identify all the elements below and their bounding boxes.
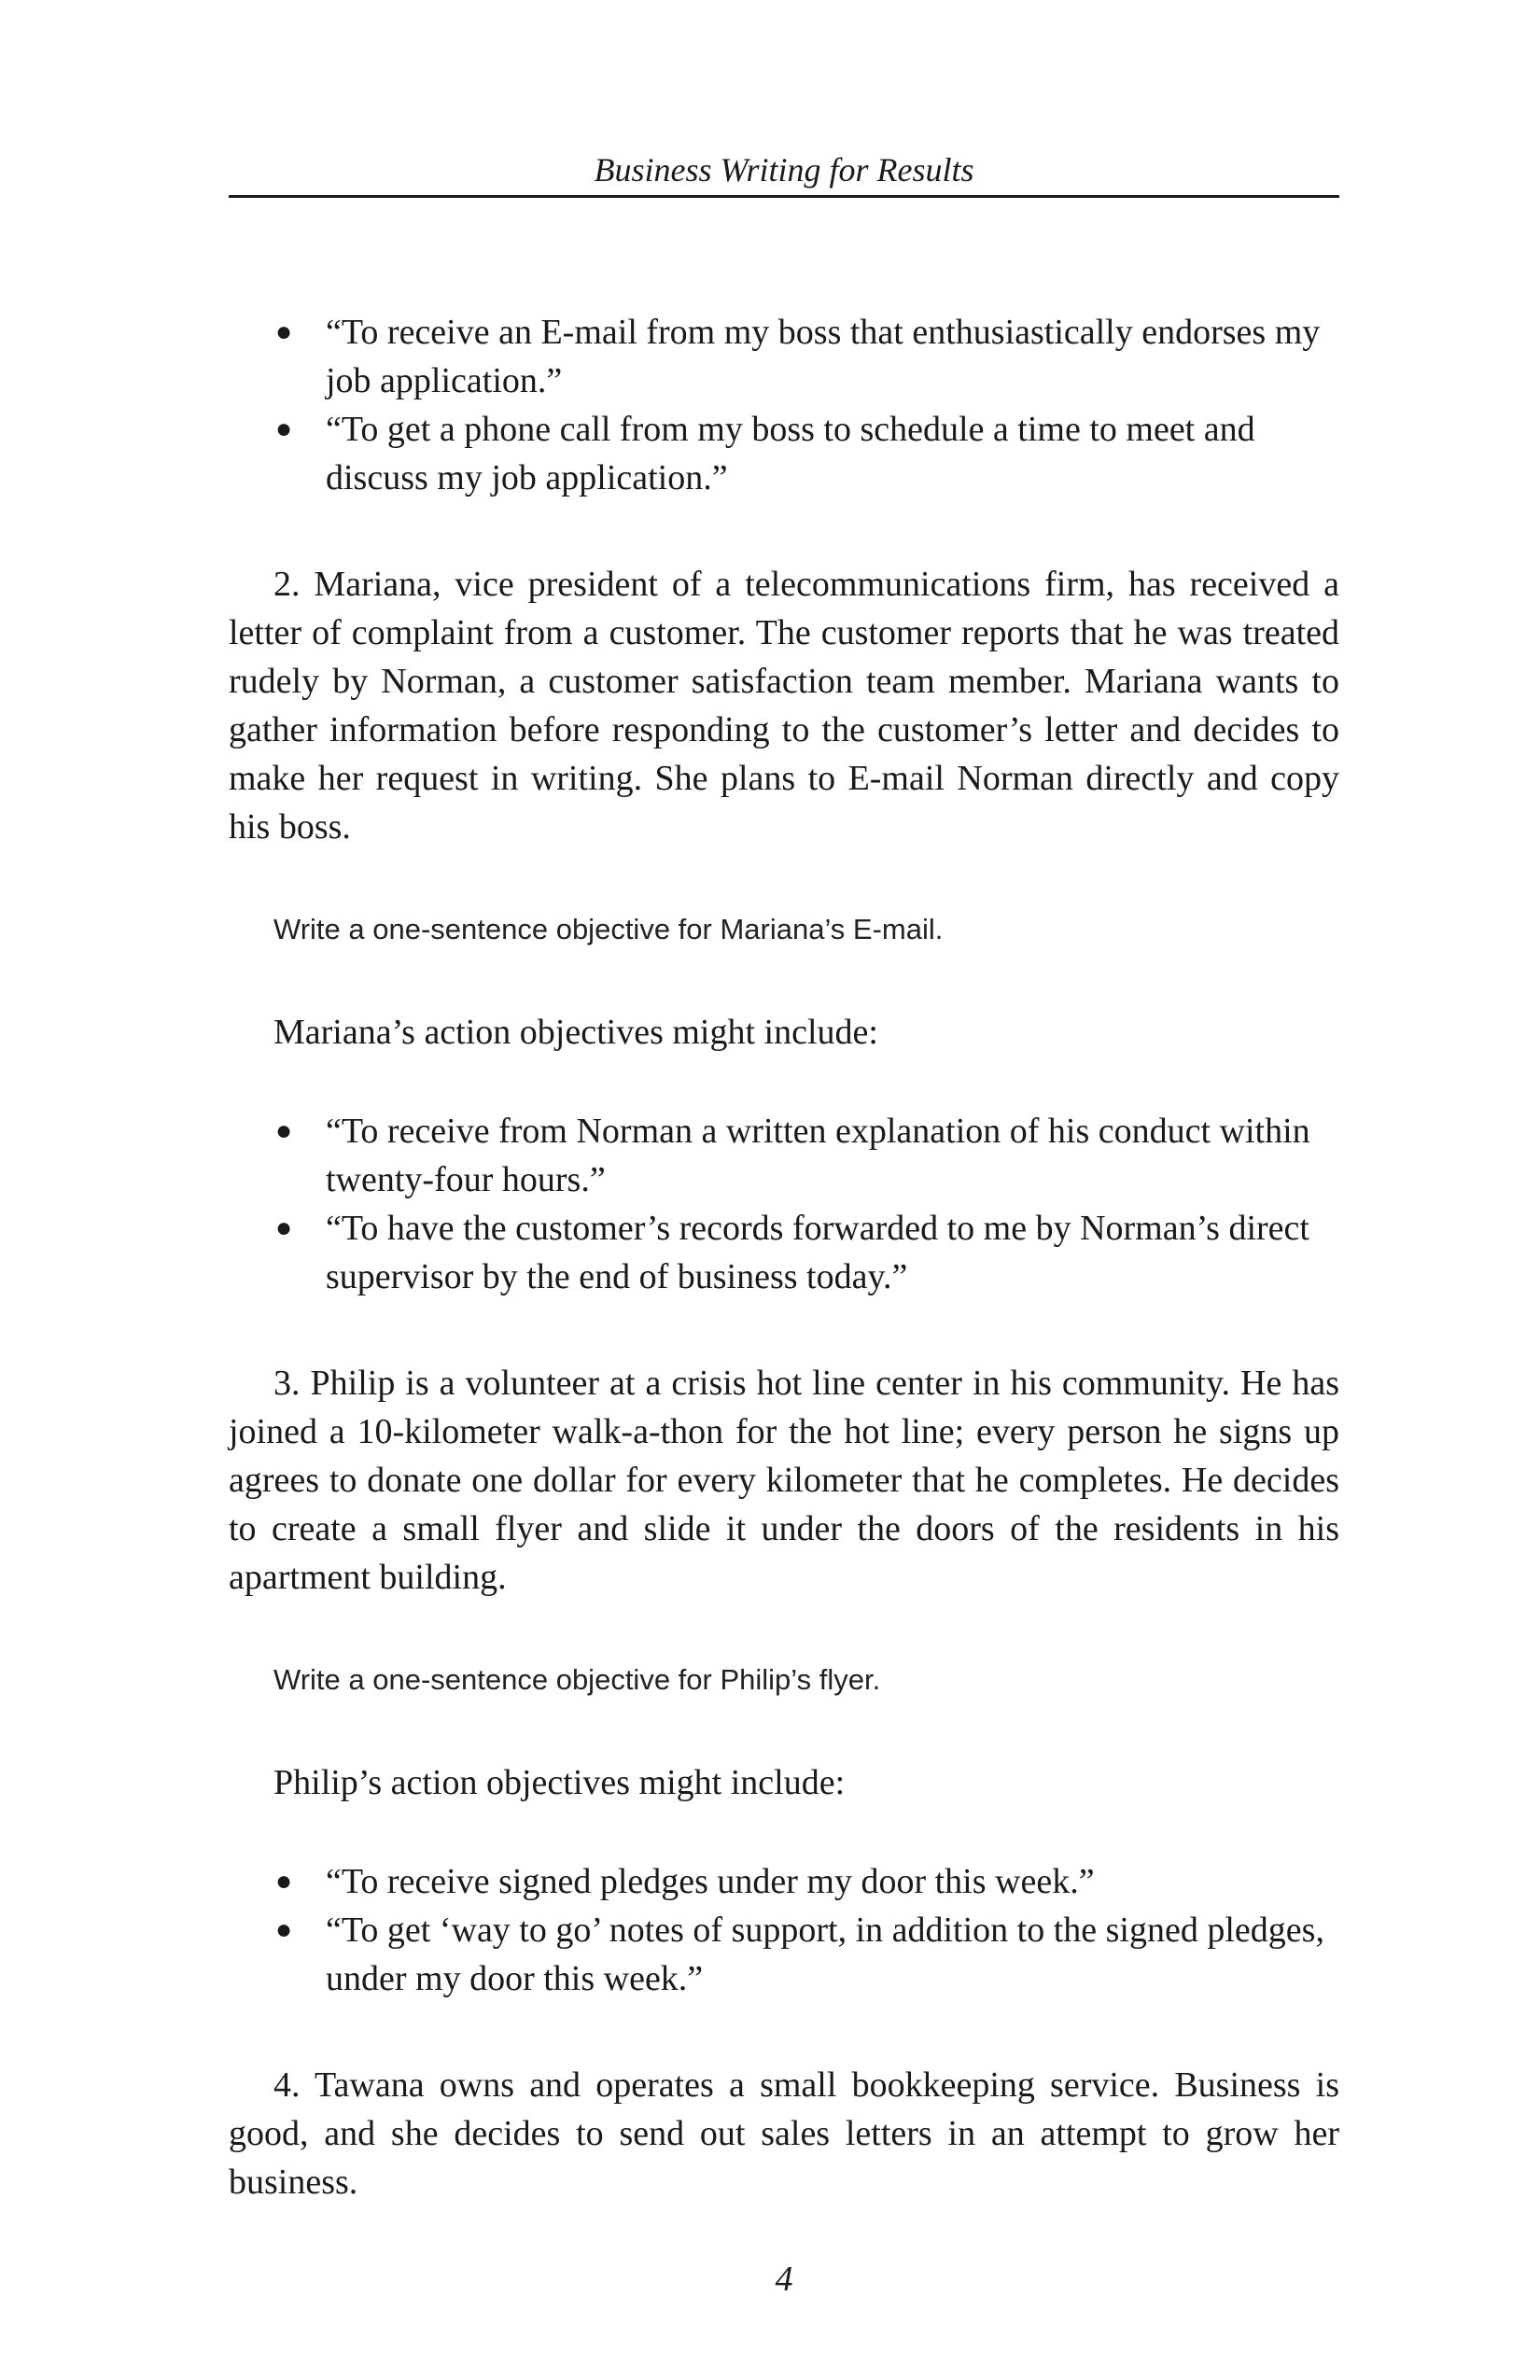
list-item — [229, 308, 1339, 405]
bullet-list-job-application — [229, 308, 1339, 502]
list-item — [229, 1857, 1339, 1906]
exercise-3-prompt: Write a one-sentence objective for Philip’s flyer. — [273, 1663, 881, 1696]
list-item — [229, 1906, 1339, 2003]
list-item — [229, 405, 1339, 502]
page-content — [229, 308, 1339, 2206]
running-head: Business Writing for Results — [594, 151, 974, 189]
list-item — [229, 1204, 1339, 1301]
header-rule — [229, 195, 1339, 198]
list-item-text: “To receive signed pledges under my door this week.” — [326, 1862, 1095, 1901]
bullet-icon: ● — [275, 413, 293, 444]
book-page — [229, 0, 1339, 2380]
bullet-icon: ● — [275, 1914, 293, 1945]
exercise-4-paragraph: 4. Tawana owns and operates a small bookkeeping service. Business is good, and she decides to send out sales letters in an attempt to grow her business. — [229, 2065, 1339, 2202]
list-item-text: “To get a phone call from my boss to schedule a time to meet and discuss my job application.” — [326, 410, 1255, 497]
bullet-icon: ● — [275, 1212, 293, 1243]
bullet-list-philip — [229, 1857, 1339, 2003]
list-item-text: “To have the customer’s records forwarded to me by Norman’s direct supervisor by the end of business today.” — [326, 1209, 1309, 1296]
bullet-list-mariana — [229, 1107, 1339, 1301]
exercise-2-prompt: Write a one-sentence objective for Mariana’s E-mail. — [273, 913, 944, 945]
list-item-text: “To receive from Norman a written explanation of his conduct within twenty-four hours.” — [326, 1112, 1310, 1199]
exercise-2-paragraph: 2. Mariana, vice president of a telecommunications firm, has received a letter of complaint from a customer. The customer reports that he was treated rudely by Norman, a customer satisfaction team member. Mariana wants to gather information before responding to the customer’s letter and decides to make her request in writing. She plans to E-mail Norman directly and copy his boss. — [229, 565, 1339, 847]
exercise-3-paragraph: 3. Philip is a volunteer at a crisis hot line center in his community. He has joined a 10-kilometer walk-a-thon for the hot line; every person he signs up agrees to donate one dollar for every kilometer that he completes. He decides to create a small flyer and slide it under the doors of the residents in his apartment building. — [229, 1364, 1339, 1597]
exercise-3-lead: Philip’s action objectives might include: — [273, 1763, 846, 1802]
page-number: 4 — [775, 2260, 793, 2299]
list-item-text: “To receive an E-mail from my boss that enthusiastically endorses my job application.” — [326, 313, 1321, 400]
bullet-icon: ● — [275, 316, 293, 347]
list-item — [229, 1107, 1339, 1204]
exercise-2-lead: Mariana’s action objectives might include: — [273, 1013, 878, 1052]
bullet-icon: ● — [275, 1866, 293, 1897]
bullet-icon: ● — [275, 1115, 293, 1146]
list-item-text: “To get ‘way to go’ notes of support, in addition to the signed pledges, under my door this week.” — [326, 1911, 1324, 1998]
